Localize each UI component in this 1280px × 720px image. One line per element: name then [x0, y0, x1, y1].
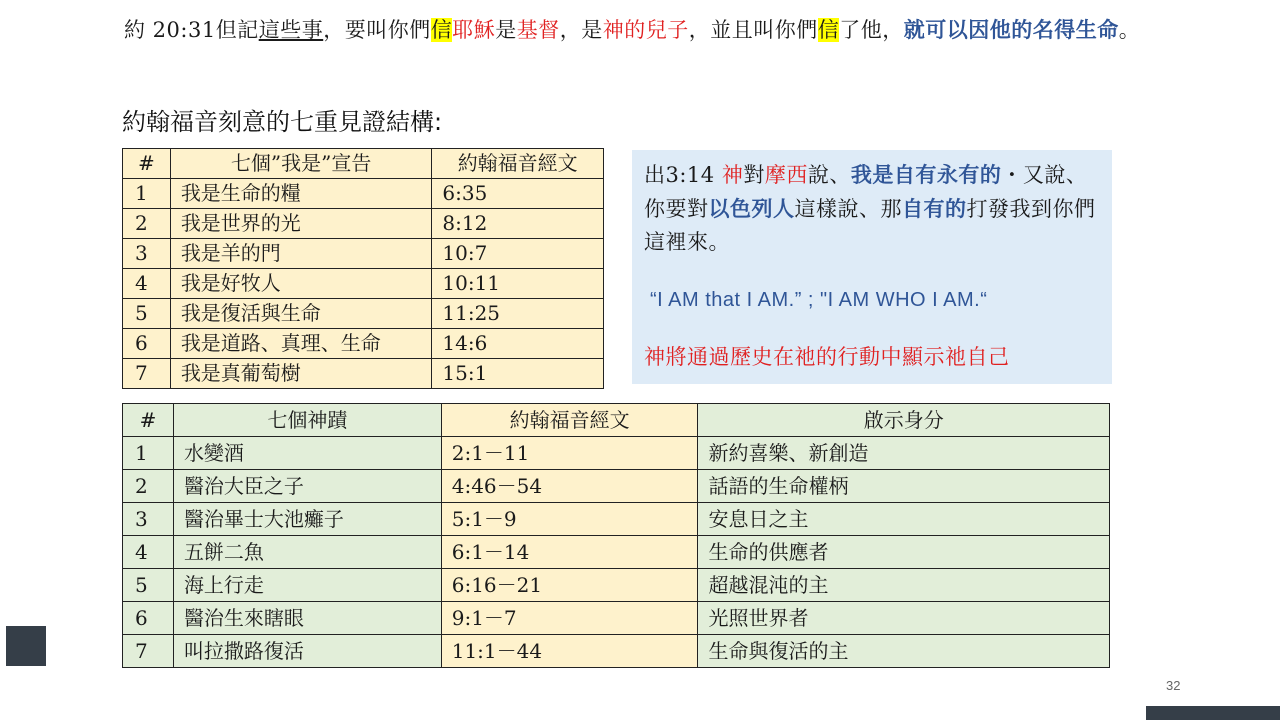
verse-underlined: 這些事	[258, 18, 324, 42]
page-number: 32	[1166, 678, 1181, 693]
callout-blue: 自有的	[902, 196, 967, 221]
row-number: 1	[123, 437, 174, 470]
table-row	[123, 536, 1110, 569]
verse-ref: 約 20:31	[124, 18, 216, 42]
exodus-callout-box	[632, 150, 1112, 384]
verse-text: ，是	[559, 18, 603, 42]
statement-cell: 我是生命的糧	[170, 179, 432, 209]
reference-cell: 4:46－54	[441, 470, 698, 503]
table-row	[123, 437, 1110, 470]
identity-cell: 光照世界者	[698, 602, 1110, 635]
row-number: 3	[123, 503, 174, 536]
table-row	[123, 179, 604, 209]
miracle-cell: 醫治生來瞎眼	[173, 602, 441, 635]
table-row	[123, 503, 1110, 536]
verse-text: 但記	[215, 18, 259, 42]
row-number: 5	[123, 569, 174, 602]
row-number: 6	[123, 602, 174, 635]
table-row	[123, 329, 604, 359]
miracle-cell: 醫治大臣之子	[173, 470, 441, 503]
table-row	[123, 209, 604, 239]
identity-cell: 生命與復活的主	[698, 635, 1110, 668]
reference-cell: 9:1－7	[441, 602, 698, 635]
callout-text: 說、	[807, 163, 851, 187]
reference-cell: 10:7	[432, 239, 604, 269]
row-number: 1	[123, 179, 171, 209]
table-row	[123, 602, 1110, 635]
miracles-table	[122, 403, 1110, 668]
callout-english: “I AM that I AM.” ; "I AM WHO I AM.“	[650, 289, 988, 311]
verse-red: 耶穌	[452, 18, 496, 42]
verse-text: 了他，	[839, 18, 904, 42]
callout-text: 這樣說、那	[794, 197, 902, 221]
callout-text: ・又說、你要對	[644, 163, 1088, 221]
identity-cell: 生命的供應者	[698, 536, 1110, 569]
header-cell: 啟示身分	[698, 404, 1110, 437]
header-cell: 七個”我是”宣告	[170, 149, 432, 179]
row-number: 2	[123, 470, 174, 503]
reference-cell: 10:11	[432, 269, 604, 299]
callout-blue: 我是自有永有的	[850, 162, 1002, 187]
row-number: 5	[123, 299, 171, 329]
decorative-square	[6, 626, 46, 666]
callout-text: 打發我到你們這裡來。	[644, 197, 1096, 254]
reference-cell: 14:6	[432, 329, 604, 359]
miracle-cell: 水變酒	[173, 437, 441, 470]
table-row	[123, 569, 1110, 602]
callout-note: 神將通過歷史在祂的行動中顯示祂自己	[644, 345, 1010, 369]
statement-cell: 我是世界的光	[170, 209, 432, 239]
table-row	[123, 635, 1110, 668]
miracle-cell: 叫拉撒路復活	[173, 635, 441, 668]
callout-blue: 以色列人	[708, 196, 795, 221]
reference-cell: 15:1	[432, 359, 604, 389]
table-row	[123, 269, 604, 299]
miracle-cell: 醫治畢士大池癱子	[173, 503, 441, 536]
verse-red: 基督	[516, 18, 560, 42]
callout-red: 摩西	[764, 163, 808, 187]
reference-cell: 6:1－14	[441, 536, 698, 569]
row-number: 4	[123, 536, 174, 569]
reference-cell: 11:1－44	[441, 635, 698, 668]
verse-text: 。	[1118, 18, 1141, 42]
callout-red: 神	[721, 163, 744, 187]
header-cell: 約翰福音經文	[432, 149, 604, 179]
identity-cell: 安息日之主	[698, 503, 1110, 536]
reference-cell: 6:35	[432, 179, 604, 209]
header-cell: #	[123, 404, 174, 437]
header-cell: #	[123, 149, 171, 179]
i-am-table	[122, 148, 604, 389]
header-cell: 約翰福音經文	[441, 404, 698, 437]
verse-text: 是	[495, 18, 517, 42]
row-number: 7	[123, 359, 171, 389]
verse-blue: 就可以因他的名得生命	[903, 17, 1119, 42]
table-row	[123, 239, 604, 269]
table-header-row	[123, 149, 604, 179]
statement-cell: 我是好牧人	[170, 269, 432, 299]
identity-cell: 超越混沌的主	[698, 569, 1110, 602]
identity-cell: 新約喜樂、新創造	[698, 437, 1110, 470]
row-number: 6	[123, 329, 171, 359]
row-number: 2	[123, 209, 171, 239]
verse-text: ，要叫你們	[323, 18, 431, 42]
verse-text: ，並且叫你們	[688, 18, 818, 42]
statement-cell: 我是復活與生命	[170, 299, 432, 329]
header-cell: 七個神蹟	[173, 404, 441, 437]
callout-ref: 出3:14	[644, 163, 722, 187]
callout-text: 對	[743, 163, 765, 187]
callout-quote	[644, 158, 1100, 259]
decorative-bar	[1146, 706, 1280, 720]
reference-cell: 6:16－21	[441, 569, 698, 602]
identity-cell: 話語的生命權柄	[698, 470, 1110, 503]
verse-highlight: 信	[430, 18, 453, 42]
statement-cell: 我是道路、真理、生命	[170, 329, 432, 359]
reference-cell: 2:1－11	[441, 437, 698, 470]
miracle-cell: 五餅二魚	[173, 536, 441, 569]
table-row	[123, 359, 604, 389]
row-number: 3	[123, 239, 171, 269]
table-header-row	[123, 404, 1110, 437]
statement-cell: 我是羊的門	[170, 239, 432, 269]
verse-paragraph	[124, 14, 1154, 46]
miracle-cell: 海上行走	[173, 569, 441, 602]
reference-cell: 5:1－9	[441, 503, 698, 536]
verse-highlight: 信	[817, 18, 840, 42]
reference-cell: 11:25	[432, 299, 604, 329]
statement-cell: 我是真葡萄樹	[170, 359, 432, 389]
row-number: 7	[123, 635, 174, 668]
verse-red: 神的兒子	[602, 18, 689, 42]
row-number: 4	[123, 269, 171, 299]
section-heading: 約翰福音刻意的七重見證結構:	[122, 108, 443, 136]
reference-cell: 8:12	[432, 209, 604, 239]
table-row	[123, 470, 1110, 503]
table-row	[123, 299, 604, 329]
